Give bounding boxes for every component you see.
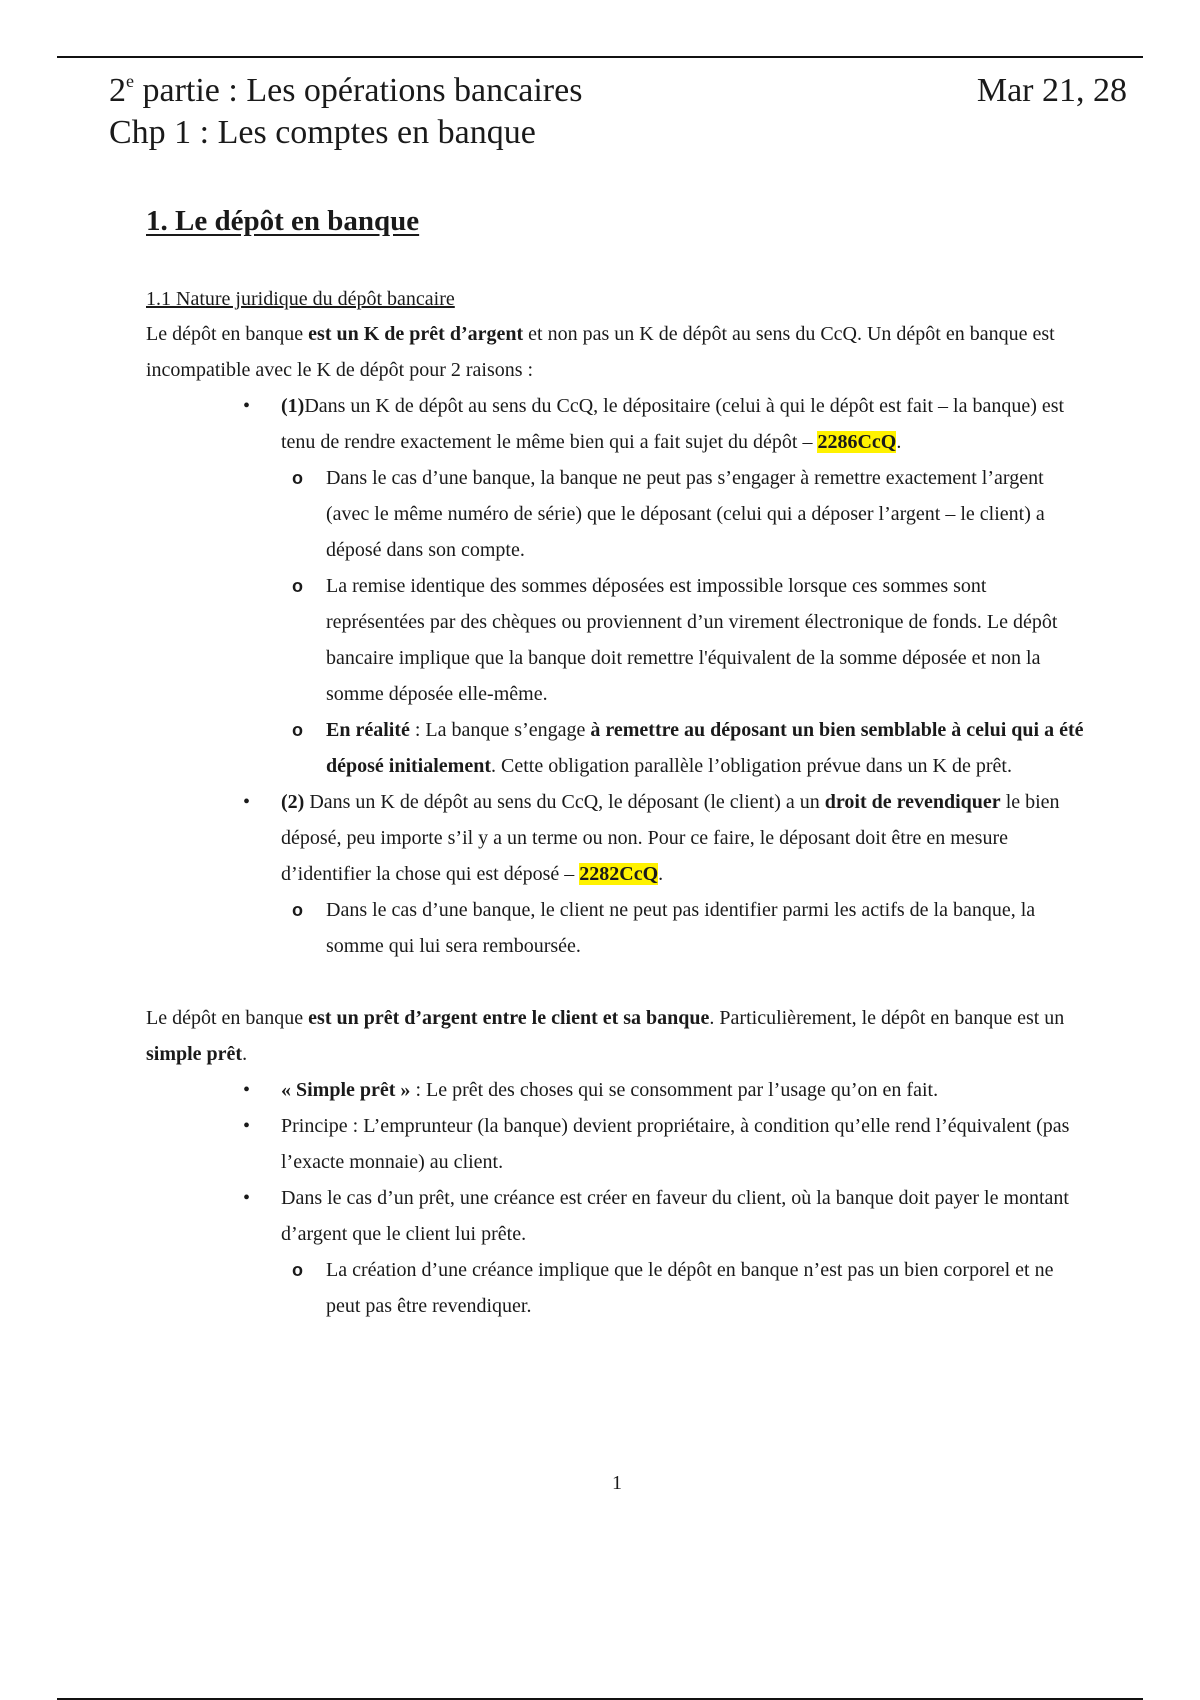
reason-1: • (1)Dans un K de dépôt au sens du CcQ, le dépositaire (celui à qui le dépôt est fait – la banque) est tenu de rendre exactement le même bien qui a fait sujet du dépôt – 2286CcQ. o Dans le cas d’une banque, la banque ne peut pas s’engager à remettre exactement l’argent (avec le même numéro de série) que le déposant (celui qui a déposer l’argent – le client) a déposé dans son compte. o La remise identique des sommes déposées est impossible lorsque ces sommes sont représentées par des chèques ou proviennent d’un virement électronique de fonds. Le dépôt bancaire implique que la banque doit remettre l'équivalent de la somme déposée et non la somme déposée elle-même. o En réalité : La banque s’engage à remettre au déposant un bien semblable à celui qui a été déposé initialement. Cette obligation parallèle l’obligation prévue dans un K de prêt. xyxy=(281,388,1086,784)
list-item: o Dans le cas d’une banque, la banque ne peut pas s’engager à remettre exactement l’argent (avec le même numéro de série) que le déposant (celui qui a déposer l’argent – le client) a déposé dans son compte. xyxy=(326,460,1086,568)
section-heading: 1. Le dépôt en banque xyxy=(146,205,420,237)
document-body xyxy=(146,200,1086,1324)
page-header xyxy=(109,70,1127,154)
subsection-heading: 1.1 Nature juridique du dépôt bancaire xyxy=(146,288,455,310)
list-item: • Principe : L’emprunteur (la banque) devient propriétaire, à condition qu’elle rend l’équivalent (pas l’exacte monnaie) au client. xyxy=(281,1108,1086,1180)
list-item: o Dans le cas d’une banque, le client ne peut pas identifier parmi les actifs de la banque, la somme qui lui sera remboursée. xyxy=(326,892,1086,964)
list-item: • « Simple prêt » : Le prêt des choses qui se consomment par l’usage qu’on en fait. xyxy=(281,1072,1086,1108)
reason-1-sublist xyxy=(281,460,1086,784)
date-label: Mar 21, 28 xyxy=(976,72,1127,109)
list-item: o En réalité : La banque s’engage à remettre au déposant un bien semblable à celui qui a été déposé initialement. Cette obligation parallèle l’obligation prévue dans un K de prêt. xyxy=(326,712,1086,784)
intro-paragraph: Le dépôt en banque est un K de prêt d’argent et non pas un K de dépôt au sens du CcQ. Un dépôt en banque est incompatible avec le K de dépôt pour 2 raisons : xyxy=(146,323,1055,381)
simple-loan-paragraph: Le dépôt en banque est un prêt d’argent entre le client et sa banque. Particulièrement, le dépôt en banque est un simple prêt. xyxy=(146,1007,1065,1065)
page-number: 1 xyxy=(612,1472,622,1494)
list-item: o La remise identique des sommes déposées est impossible lorsque ces sommes sont représentées par des chèques ou proviennent d’un virement électronique de fonds. Le dépôt bancaire implique que la banque doit remettre l'équivalent de la somme déposée et non la somme déposée elle-même. xyxy=(326,568,1086,712)
reason-2: • (2) Dans un K de dépôt au sens du CcQ, le déposant (le client) a un droit de revendiquer le bien déposé, peu importe s’il y a un terme ou non. Pour ce faire, le déposant doit être en mesure d’identifier la chose qui est déposé – 2282CcQ. o Dans le cas d’une banque, le client ne peut pas identifier parmi les actifs de la banque, la somme qui lui sera remboursée. xyxy=(281,784,1086,964)
part-title: 2e partie : Les opérations bancaires xyxy=(109,71,583,109)
top-rule xyxy=(57,56,1143,58)
list-item: • Dans le cas d’un prêt, une créance est créer en faveur du client, où la banque doit payer le montant d’argent que le client lui prête. o La création d’une créance implique que le dépôt en banque n’est pas un bien corporel et ne peut pas être revendiquer. xyxy=(281,1180,1086,1324)
list-item: o La création d’une créance implique que le dépôt en banque n’est pas un bien corporel et ne peut pas être revendiquer. xyxy=(326,1252,1086,1324)
reason-2-sublist xyxy=(281,892,1086,964)
claim-sublist xyxy=(281,1252,1086,1324)
simple-loan-list xyxy=(146,1072,1086,1324)
article-ref-2286: 2286CcQ xyxy=(817,431,897,453)
chapter-title: Chp 1 : Les comptes en banque xyxy=(109,114,536,151)
reasons-list xyxy=(146,388,1086,964)
article-ref-2282: 2282CcQ xyxy=(579,863,659,885)
